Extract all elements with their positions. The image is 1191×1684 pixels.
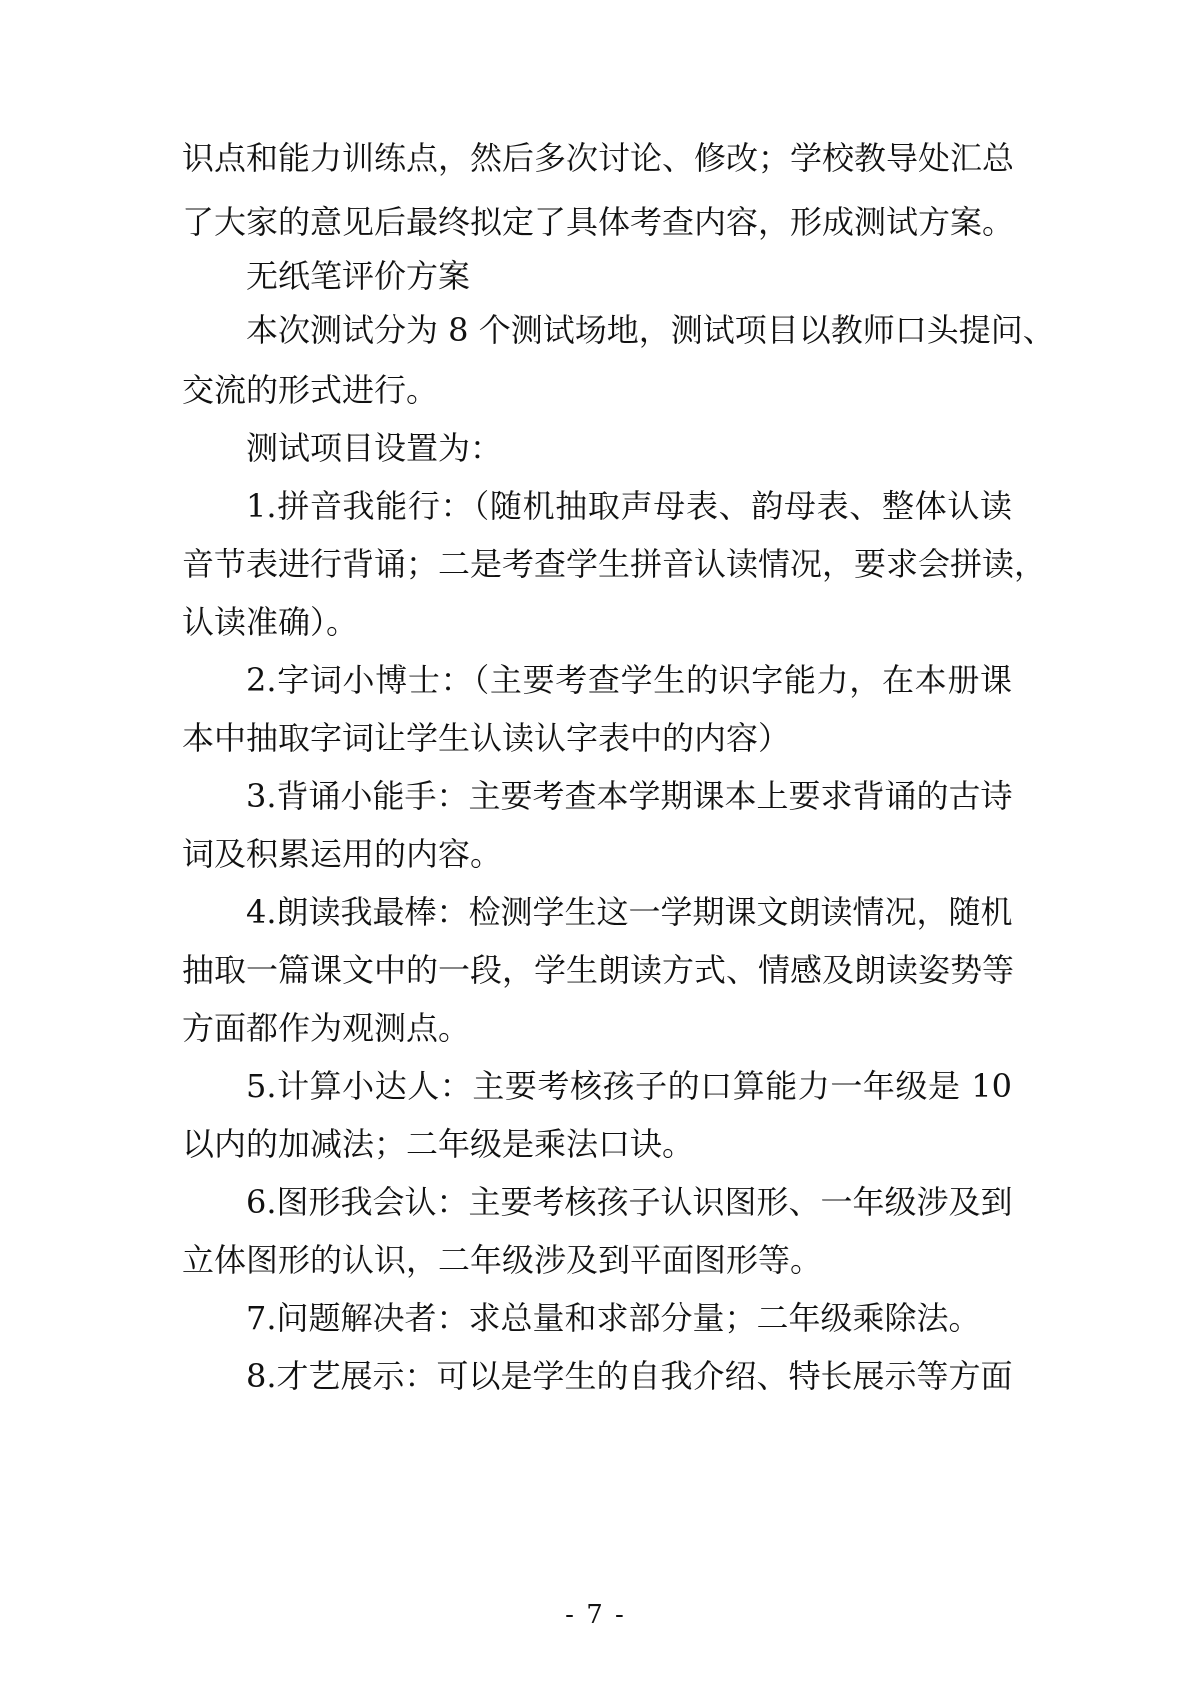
text-line: 识点和能力训练点，然后多次讨论、修改；学校教导处汇总	[182, 139, 1015, 177]
text-line: 3.背诵小能手：主要考查本学期课本上要求背诵的古诗	[246, 777, 1013, 815]
text-line: 方面都作为观测点。	[182, 1009, 471, 1047]
text-line: 交流的形式进行。	[182, 371, 439, 409]
section-heading: 无纸笔评价方案	[246, 257, 471, 295]
text-line: 本次测试分为 8 个测试场地，测试项目以教师口头提问、	[246, 311, 1055, 349]
text-line: 测试项目设置为：	[246, 429, 503, 467]
text-line: 词及积累运用的内容。	[182, 835, 503, 873]
text-line: 了大家的意见后最终拟定了具体考查内容，形成测试方案。	[182, 203, 1015, 241]
text-line: 抽取一篇课文中的一段，学生朗读方式、情感及朗读姿势等	[182, 951, 1015, 989]
text-line: 7.问题解决者：求总量和求部分量；二年级乘除法。	[246, 1299, 981, 1337]
page-number: - 7 -	[565, 1600, 626, 1630]
text-line: 1.拼音我能行：（随机抽取声母表、韵母表、整体认读	[246, 487, 1012, 525]
text-line: 本中抽取字词让学生认读认字表中的内容）	[182, 719, 791, 757]
text-line: 2.字词小博士：（主要考查学生的识字能力，在本册课	[246, 661, 1012, 699]
text-line: 以内的加减法；二年级是乘法口诀。	[182, 1125, 695, 1163]
text-line: 8.才艺展示：可以是学生的自我介绍、特长展示等方面	[246, 1357, 1013, 1395]
text-line: 4.朗读我最棒：检测学生这一学期课文朗读情况，随机	[246, 893, 1013, 931]
text-line: 认读准确）。	[182, 603, 359, 641]
text-line: 立体图形的认识，二年级涉及到平面图形等。	[182, 1241, 823, 1279]
text-line: 5.计算小达人：主要考核孩子的口算能力一年级是 10	[246, 1067, 1012, 1105]
text-line: 音节表进行背诵；二是考查学生拼音认读情况，要求会拼读，	[182, 545, 1047, 583]
text-line: 6.图形我会认：主要考核孩子认识图形、一年级涉及到	[246, 1183, 1013, 1221]
